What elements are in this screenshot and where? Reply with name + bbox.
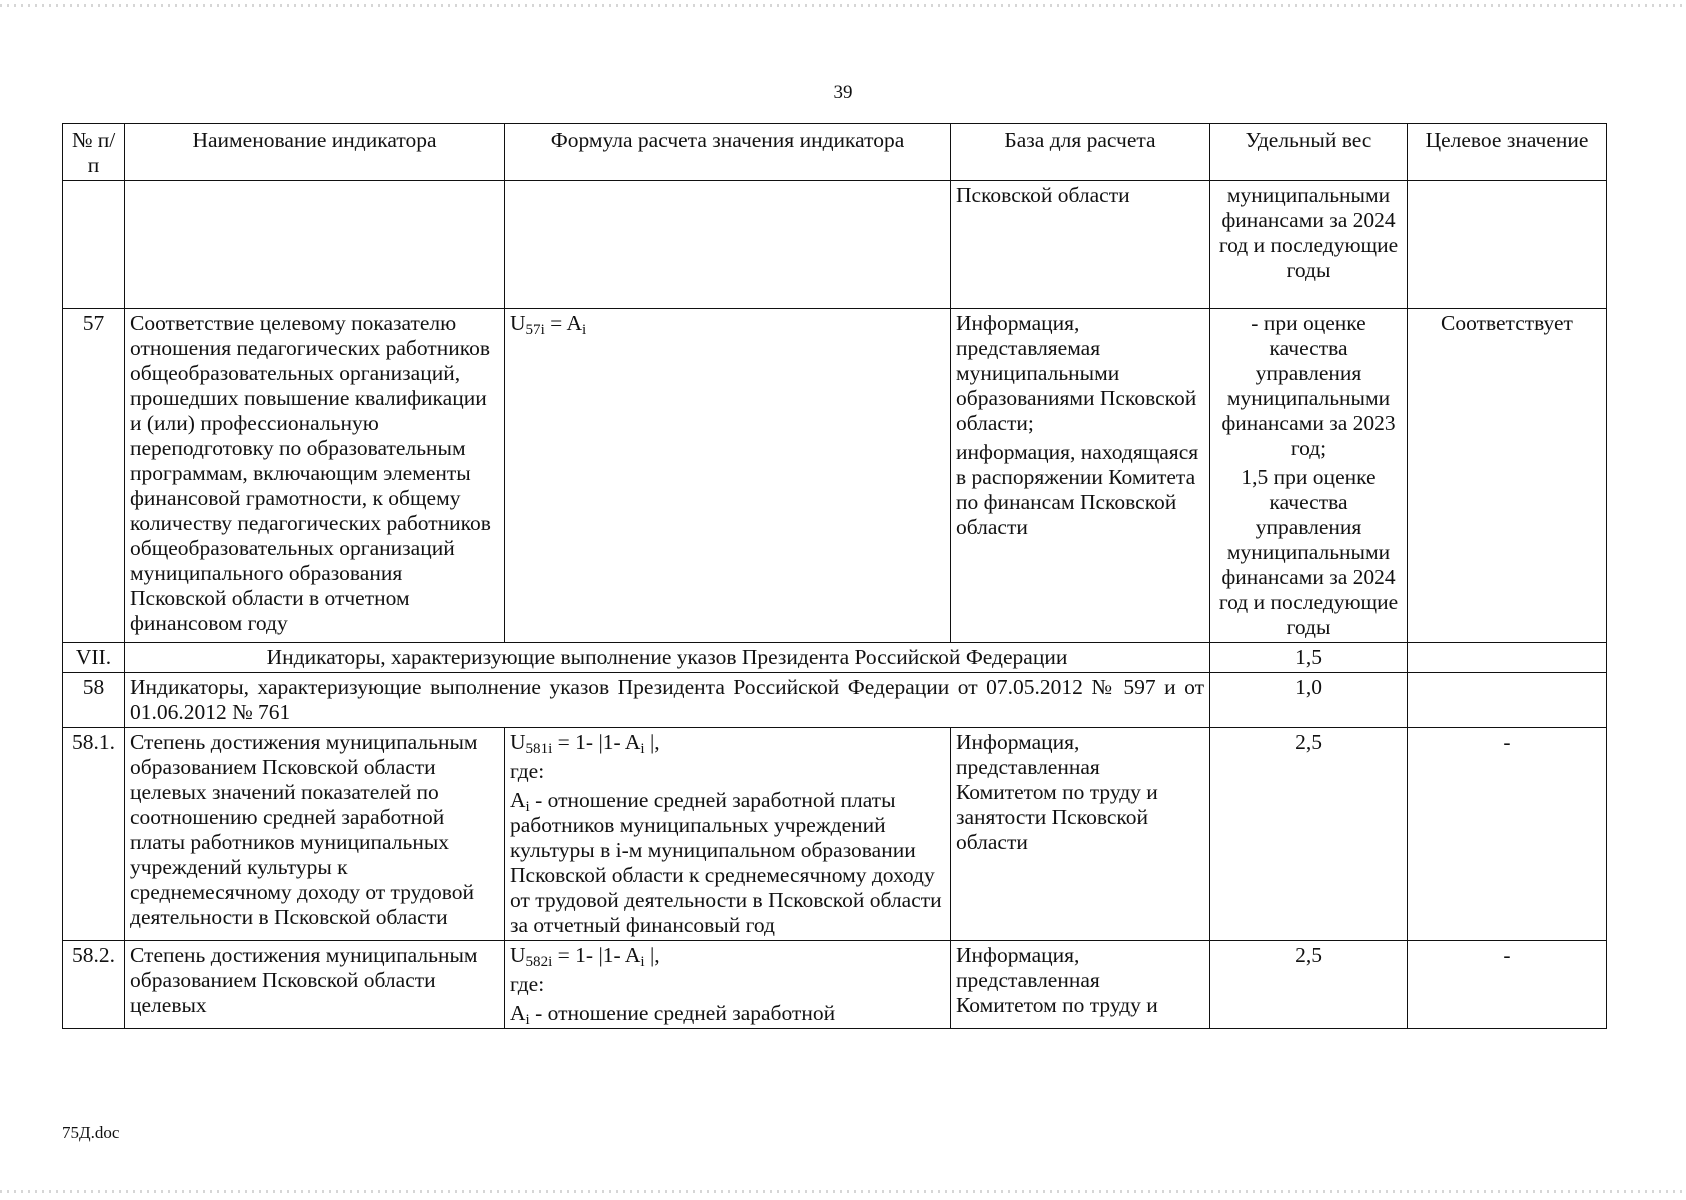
- cell-num: 57: [63, 309, 125, 643]
- formula-subscript: 57i: [525, 321, 545, 338]
- formula-rest: = 1- |1- A: [552, 943, 641, 967]
- cell-base: Информация, представленная Комитетом по труду и занятости Псковской области: [951, 728, 1210, 941]
- table-header-row: [63, 124, 1607, 181]
- def-symbol: A: [510, 1001, 526, 1025]
- page-number: 39: [833, 82, 853, 103]
- header-num: № п/п: [63, 124, 125, 181]
- weight-paragraph: 1,5 при оценке качества управления муниципальными финансами за 2024 год и последующие годы: [1218, 465, 1399, 639]
- formula-rest-subscript: i: [640, 740, 645, 757]
- cell-target: [1408, 673, 1607, 728]
- formula-rest: = 1- |1- A: [552, 730, 641, 754]
- cell-formula: [505, 941, 951, 1029]
- indicator-table: [62, 123, 1607, 1029]
- cell-weight: 1,0: [1210, 673, 1408, 728]
- cell-target: [1408, 181, 1607, 309]
- cell-target: Соответствует: [1408, 309, 1607, 643]
- def-subscript: i: [525, 1011, 530, 1028]
- cell-base: Псковской области: [951, 181, 1210, 309]
- cell-name: Степень достижения муниципальным образованием Псковской области целевых значений показателей по соотношению средней заработной платы работников муниципальных учреждений культуры к среднемесячному доходу от трудовой деятельности в Псковской области: [125, 728, 505, 941]
- formula-definition: [510, 1001, 945, 1026]
- cell-num: 58.1.: [63, 728, 125, 941]
- header-base: База для расчета: [951, 124, 1210, 181]
- table-row: [63, 673, 1607, 728]
- base-paragraph: Информация, представляемая муниципальными образованиями Псковской области;: [956, 311, 1197, 435]
- cell-weight: муниципальными финансами за 2024 год и последующие годы: [1210, 181, 1408, 309]
- formula-rest-subscript: i: [581, 321, 587, 338]
- cell-name: [125, 181, 505, 309]
- table-row: [63, 941, 1607, 1029]
- header-name: Наименование индикатора: [125, 124, 505, 181]
- formula-rest: = A: [544, 311, 582, 335]
- formula-subscript: 582i: [525, 953, 553, 970]
- formula-symbol: U: [510, 943, 526, 967]
- cell-name: Степень достижения муниципальным образованием Псковской области целевых: [125, 941, 505, 1029]
- cell-formula: [505, 728, 951, 941]
- cell-weight: 1,5: [1210, 643, 1408, 673]
- cell-base: Информация, представленная Комитетом по труду и: [951, 941, 1210, 1029]
- def-subscript: i: [525, 798, 530, 815]
- header-formula: Формула расчета значения индикатора: [505, 124, 951, 181]
- def-text: - отношение средней заработной: [529, 1001, 836, 1025]
- formula-symbol: U: [510, 730, 526, 754]
- def-symbol: A: [510, 788, 526, 812]
- file-name-footer: 75Д.doc: [62, 1123, 120, 1142]
- section-title: Индикаторы, характеризующие выполнение указов Президента Российской Федерации: [125, 643, 1210, 673]
- cell-name: Соответствие целевому показателю отношения педагогических работников общеобразовательных организаций, прошедших повышение квалификации и (или) профессиональную переподготовку по образовательным программам, включающим элементы финансовой грамотности, к общему количеству педагогических работников общеобразовательных организаций муниципального образования Псковской области в отчетном финансовом году: [125, 309, 505, 643]
- cell-formula: [505, 181, 951, 309]
- formula-where: где:: [510, 759, 545, 783]
- formula-tail: |,: [644, 943, 660, 967]
- formula-tail: |,: [644, 730, 660, 754]
- base-paragraph: информация, находящаяся в распоряжении Комитета по финансам Псковской области: [956, 440, 1199, 539]
- formula-rest-subscript: i: [640, 953, 645, 970]
- formula-subscript: 581i: [525, 740, 553, 757]
- formula-line: [510, 943, 945, 968]
- cell-target: -: [1408, 728, 1607, 941]
- table-row: [63, 181, 1607, 309]
- cell-target: -: [1408, 941, 1607, 1029]
- cell-base: [951, 309, 1210, 643]
- header-weight: Удельный вес: [1210, 124, 1408, 181]
- formula-symbol: U: [510, 311, 526, 335]
- cell-title: Индикаторы, характеризующие выполнение указов Президента Российской Федерации от 07.05.2012 № 597 и от 01.06.2012 № 761: [125, 673, 1210, 728]
- cell-num: [63, 181, 125, 309]
- cell-weight: [1210, 309, 1408, 643]
- weight-paragraph: - при оценке качества управления муниципальными финансами за 2023 год;: [1221, 311, 1396, 460]
- header-target: Целевое значение: [1408, 124, 1607, 181]
- cell-weight: 2,5: [1210, 728, 1408, 941]
- formula-line: [510, 730, 945, 755]
- formula-where: где:: [510, 972, 545, 996]
- table-row: [63, 309, 1607, 643]
- section-row: [63, 643, 1607, 673]
- table-row: [63, 728, 1607, 941]
- scan-edge-bottom: [0, 1190, 1686, 1193]
- cell-num: 58.2.: [63, 941, 125, 1029]
- scan-edge-top: [0, 4, 1686, 7]
- cell-num: 58: [63, 673, 125, 728]
- formula-definition: [510, 788, 945, 938]
- cell-target: [1408, 643, 1607, 673]
- cell-formula: [505, 309, 951, 643]
- def-text: - отношение средней заработной платы работников муниципальных учреждений культуры в i-м муниципальном образовании Псковской области к среднемесячному доходу от трудовой деятельности в Псковской области за отчетный финансовый год: [510, 788, 942, 937]
- cell-num: VII.: [63, 643, 125, 673]
- cell-weight: 2,5: [1210, 941, 1408, 1029]
